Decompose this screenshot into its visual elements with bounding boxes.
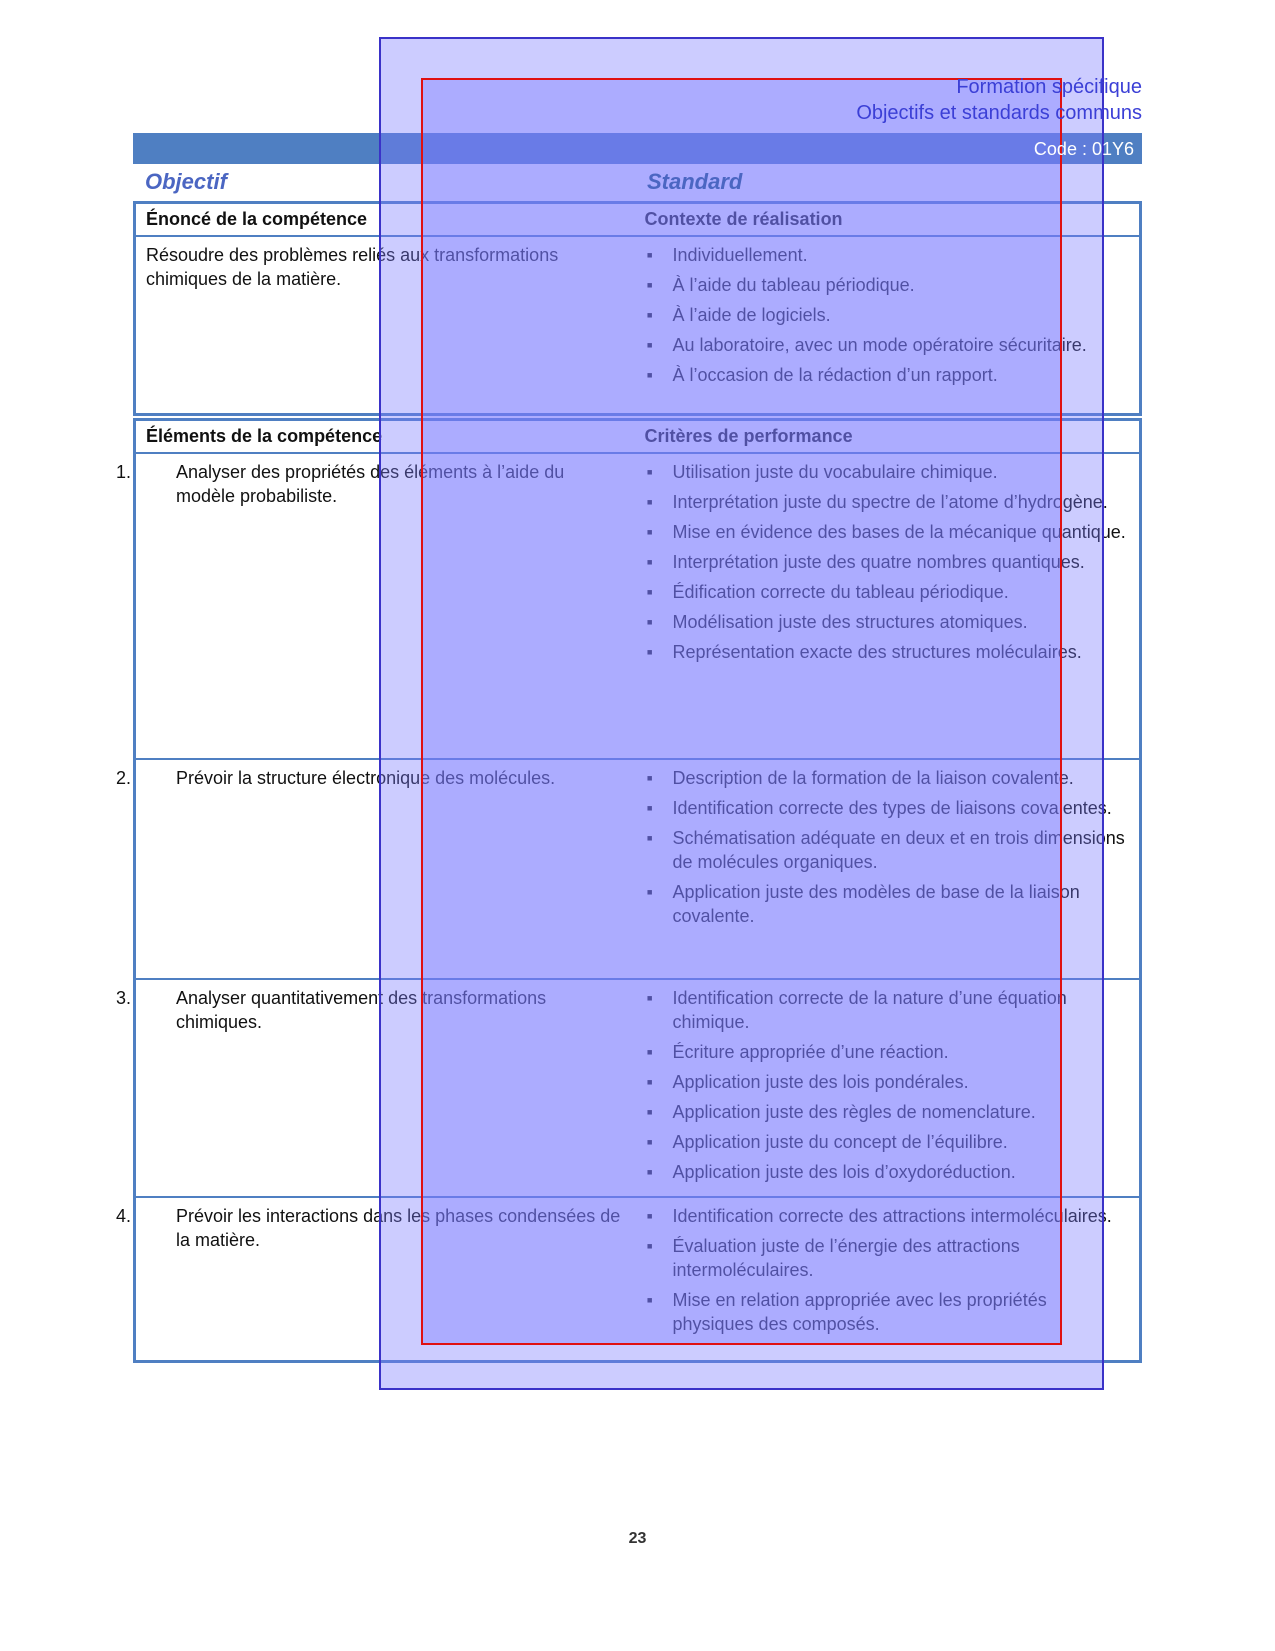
criteres-cell [635,1197,1141,1361]
contexte-item: ▪ À l’aide de logiciels. [645,303,1132,327]
page-number: 23 [628,1530,647,1547]
critere-item: ▪ Mise en évidence des bases de la mécanique quantique. [645,520,1132,544]
elements-body [116,453,1141,1361]
element-text: Analyser quantitativement des transformations chimiques. [176,988,547,1032]
objectif-title: Objectif [145,169,227,194]
contexte-list [645,243,1132,387]
enonce-table [133,201,1142,416]
element-cell [116,1197,635,1361]
critere-item: ▪ Utilisation juste du vocabulaire chimique. [645,460,1132,484]
critere-item: ▪ Application juste des lois pondérales. [645,1070,1132,1094]
element-text-wrap [116,766,627,790]
critere-item: ▪ Application juste des modèles de base de la liaison covalente. [645,880,1132,928]
critere-item: ▪ Description de la formation de la liaison covalente. [645,766,1132,790]
enonce-text: Résoudre des problèmes reliés aux transformations chimiques de la matière. [135,236,635,414]
criteres-cell [635,979,1141,1197]
header-section: Objectifs et standards communs [856,102,1142,124]
header-program: Formation spécifique [956,76,1142,98]
element-row [135,1197,1141,1361]
critere-item: ▪ Identification correcte de la nature d’une équation chimique. [645,986,1132,1034]
element-row [135,453,1141,759]
criteres-header: Critères de performance [635,420,1141,454]
critere-item: ▪ Représentation exacte des structures moléculaires. [645,640,1132,664]
element-cell [116,453,635,759]
element-text-wrap [116,1204,627,1252]
element-row [135,979,1141,1197]
element-text: Prévoir les interactions dans les phases condensées de la matière. [176,1206,621,1250]
header-band [133,133,1142,164]
element-row [135,759,1141,979]
critere-item: ▪ Application juste des lois d’oxydoréduction. [645,1160,1132,1184]
element-cell [116,759,635,979]
element-number: 3. [116,988,132,1008]
critere-item: ▪ Écriture appropriée d’une réaction. [645,1040,1132,1064]
critere-item: ▪ Modélisation juste des structures atomiques. [645,610,1132,634]
course-code: Code : 01Y6 [1033,139,1134,159]
element-text-wrap [116,460,627,508]
criteres-list [645,460,1132,664]
critere-item: ▪ Identification correcte des attractions intermoléculaires. [645,1204,1132,1228]
critere-item: ▪ Interprétation juste du spectre de l’atome d’hydrogène. [645,490,1132,514]
contexte-item: ▪ À l’occasion de la rédaction d’un rapport. [645,363,1132,387]
critere-item: ▪ Mise en relation appropriée avec les propriétés physiques des composés. [645,1288,1132,1336]
criteres-list [645,1204,1132,1336]
element-text: Analyser des propriétés des éléments à l’aide du modèle probabiliste. [176,462,565,506]
contexte-item: ▪ Individuellement. [645,243,1132,267]
critere-item: ▪ Interprétation juste des quatre nombres quantiques. [645,550,1132,574]
element-text-wrap [116,986,627,1034]
element-number: 1. [116,462,132,482]
critere-item: ▪ Édification correcte du tableau périodique. [645,580,1132,604]
critere-item: ▪ Évaluation juste de l’énergie des attractions intermoléculaires. [645,1234,1132,1282]
elements-table [116,418,1142,1363]
criteres-cell [635,759,1141,979]
criteres-list [645,986,1132,1184]
criteres-list [645,766,1132,928]
critere-item: ▪ Identification correcte des types de liaisons covalentes. [645,796,1132,820]
contexte-item: ▪ À l’aide du tableau périodique. [645,273,1132,297]
critere-item: ▪ Application juste des règles de nomenclature. [645,1100,1132,1124]
criteres-cell [635,453,1141,759]
element-text: Prévoir la structure électronique des molécules. [176,768,556,788]
standard-title: Standard [647,169,743,194]
element-number: 4. [116,1206,132,1226]
contexte-cell [635,236,1141,414]
elements-header: Éléments de la compétence [135,420,635,454]
contexte-item: ▪ Au laboratoire, avec un mode opératoire sécuritaire. [645,333,1132,357]
element-number: 2. [116,768,132,788]
element-cell [116,979,635,1197]
critere-item: ▪ Application juste du concept de l’équilibre. [645,1130,1132,1154]
contexte-header: Contexte de réalisation [635,203,1141,237]
enonce-header: Énoncé de la compétence [135,203,635,237]
critere-item: ▪ Schématisation adéquate en deux et en trois dimensions de molécules organiques. [645,826,1132,874]
